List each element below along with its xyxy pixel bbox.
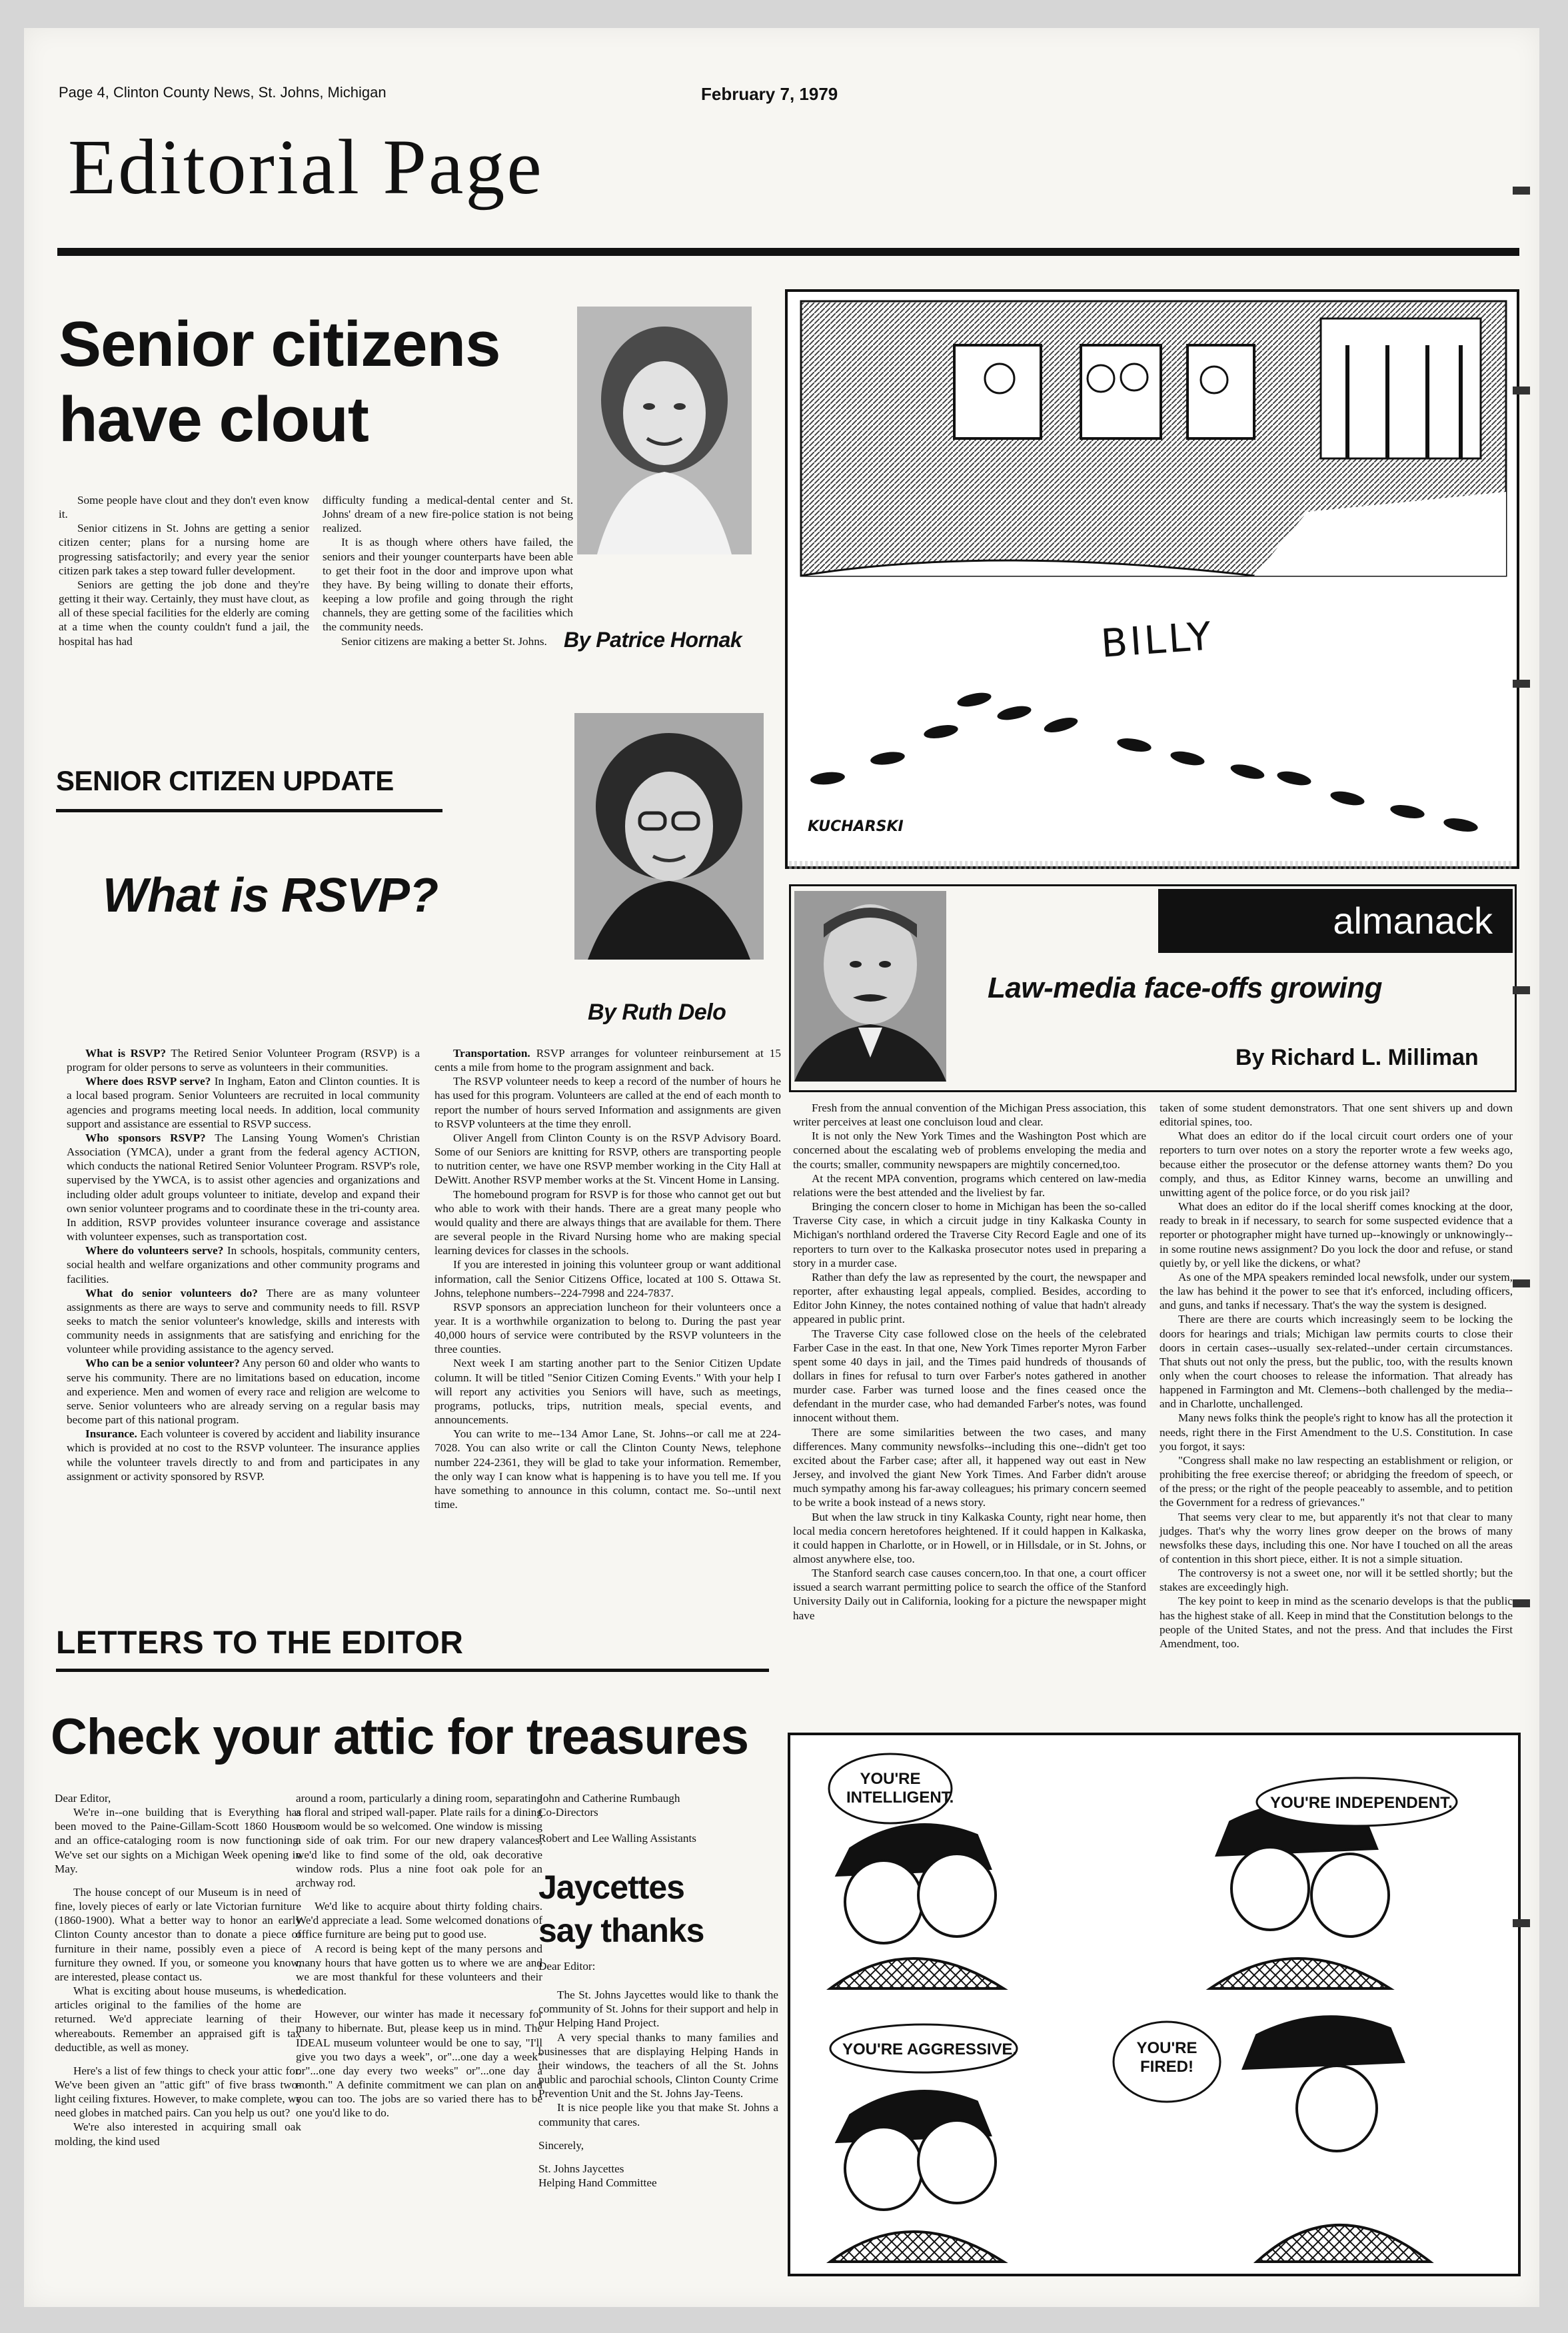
- newspaper-page: [24, 28, 1539, 2307]
- white-house-cartoon: [785, 289, 1519, 869]
- issue-date: February 7, 1979: [701, 84, 838, 104]
- bubble-independent: YOU'RE INDEPENDENT.: [1270, 1794, 1453, 1812]
- letters-rule: [56, 1669, 769, 1672]
- cartoonist-signature: KUCHARSKI: [808, 818, 904, 835]
- margin-tick: [1513, 387, 1530, 394]
- letters-column-1: Dear Editor, We're in--one building that is Everything has been moved to the Paine-Gillam-Scott 1860 House and an office-cataloging room is now functioning. We've set our sights on a Michigan Week opening in May. The house concept of our Museum is in need of fine, lovely pieces of early or late Victorian furniture (1860-1900). What a better way to honor an early Clinton County ancestor than to donate a piece of furniture in their name, possibly even a piece of furniture they owned. If you, or someone you know, are interested, please contact us. What is exciting about house museums, is when articles original to the families of the home are returned. We'd appreciate learning of their whereabouts. Remember an appraised gift is tax deductible, as well as money. Here's a list of few things to check your attic for. We've been given an "attic gift" of five brass two-light ceiling fixtures. However, to make complete, we need globes in matched pairs. Can you help us out? We're also interested in acquiring small oak molding, the kind used: [55, 1792, 301, 2148]
- senior-update-rule: [56, 809, 442, 812]
- margin-tick: [1513, 986, 1530, 994]
- clout-column-1: Some people have clout and they don't even know it. Senior citizens in St. Johns are getting a senior citizen center; plans for a nursing home are progressing satisfactorily; and every year the senior citizen park takes a step toward fuller development. Seniors are getting the job done and they're getting it their way. Certainly, they must have clout, as all of these special facilities for the elderly are coming at a time when the county couldn't fund a jail, the hospital has had: [59, 494, 309, 648]
- almanack-top-shadow: [789, 861, 1513, 869]
- almanack-column-1: Fresh from the annual convention of the Michigan Press association, this writer perceives at least one concluison loud and clear. It is not only the New York Times and the Washington Post which are concerned about the escalating web of problems enveloping the media and the courts; smaller, community newspapers are mightily concerned,too. At the recent MPA convention, programs which centered on law-media relations were the best attended and the liveliest by far. Bringing the concern closer to home in Michigan has been the so-called Traverse City case, in which a circuit judge in tiny Kalkaska County in Michigan's northland ordered the Traverse City Record Eagle and one of its reporters to turn over to the Kalkaska prosecutor notes used in preparing a story in a murder case. Rather than defy the law as represented by the court, the newspaper and reporter, after exhausting legal appeals, complied. Besides, according to Editor John Kinney, the notes contained nothing of value that hadn't already appeared in public print. The Traverse City case followed close on the heels of the celebrated Farber Case in the east. In that one, New York Times reporter Myron Farber spent some 40 days in jail, and the Times paid hundreds of thousands of dollars in fines for refusal to turn over Farber's notes gathered in another murder case. Farber was turned loose and the fines ceased once the defendant in the murder case, who had demanded Farber's notes, was found innocent without them. There are some similarities between the two cases, and many differences. Many community newsfolks--including this one--didn't get too excited about the Farber case; after all, it happened way out east in New Jersey, and involved the giant New York Times. And Farber didn't arouse much sympathy among his far-away colleagues; his primary concern seemed to be write a book instead of a news story. But when the law struck in tiny Kalkaska County, right near home, then local media concern heretofores heightened. If it could happen in Kalkaska, it could happen in Charlotte, or in Howell, or in Hillsdale, or in St. Johns, or almost anywhere else, too. The Stanford search case causes concern,too. In that one, a court officer issued a search warrant permitting police to search the office of the Stanford University Daily out in California, looking for a picture the newspaper might have: [793, 1102, 1146, 1622]
- letters-label: LETTERS TO THE EDITOR: [56, 1625, 464, 1661]
- rsvp-headline: What is RSVP?: [103, 869, 438, 922]
- letters-headline: Check your attic for treasures: [51, 1709, 749, 1765]
- letters-signature-block: John and Catherine Rumbaugh Co-Directors Robert and Lee Walling Assistants: [538, 1792, 696, 1845]
- jaycettes-headline: Jaycettes say thanks: [538, 1869, 704, 1949]
- clout-byline: By Patrice Hornak: [564, 628, 742, 652]
- almanack-column-2: taken of some student demonstrators. That one sent shivers up and down editorial spines, too. What does an editor do if the local circuit court orders one of your reporters to turn over notes on a story the reporter wrote a few weeks ago, because either the prosecutor or the defense attorney wants them? Do you comply, and thus, as Editor Kinney warns, become an unwilling and unwitting agent of the police force, or do you risk jail? What does an editor do if the local sheriff comes knocking at the door, ready to break in if necessary, to search for some suspected evidence that a reporter or photographer might have turned up--knowingly or unknowingly--in some routine news assignment? Do you lock the door and refuse, or stand quietly by, or yell like the dickens, or what? As one of the MPA speakers reminded local newsfolk, under our system, the law has behind it the power to see that it's enforced, including officers, and guns, and tanks if necessary. That's the way the system is designed. There are there are courts which increasingly seem to be locking the doors for hearings and trials; Michigan law permits courts to close their doors in certain cases--usually sex-related--under certain circumstances. That shuts out not only the press, but the public, too, with the results known only when the court chooses to release the information. That already has happened in Farmington and Mt. Clemens--both challenged by the media--and in Charlotte, unchallenged. Many news folks think the people's right to know has all the protection it needs, right there in the First Amendment to the U.S. Constitution. In case you forgot, it says: "Congress shall make no law respecting an establishment or religion, or prohibiting the free exercise thereof; or abridging the freedom of speech, or of the press; or the right of the people peaceably to assemble, and to petition the Government for a redress of grievances." That seems very clear to me, but apparently it's not that clear to many judges. That's why the worry lines grow deeper on the brows of many newsfolks these days, including this one. Nor have I touched on all the areas of contention in this short piece, either. It is not a simple situation. The controversy is not a sweet one, nor will it be settled shortly; but the stakes are exceedingly high. The key point to keep in mind as the scenario develops is that the public has the highest stake of all. Keep in mind that the Constitution belongs to the people of the United States, and not the press. And that includes the First Amendment, too.: [1160, 1102, 1513, 1650]
- margin-tick: [1513, 680, 1530, 688]
- almanack-headline: Law-media face-offs growing: [988, 972, 1382, 1004]
- almanack-byline: By Richard L. Milliman: [1235, 1045, 1479, 1070]
- bubble-aggressive: YOU'RE AGGRESSIVE.: [842, 2040, 1018, 2058]
- bubble-intelligent: YOU'RE INTELLIGENT.: [846, 1770, 954, 1807]
- rsvp-column-1: What is RSVP? The Retired Senior Volunteer Program (RSVP) is a program for older persons to serve as volunteers in their communities. Where does RSVP serve? In Ingham, Eaton and Clinton counties. It is a local based program. Senior Volunteers are recruited in local community agencies and programs meeting local needs. In addition, local community support and assistance are essential to RSVP success. Who sponsors RSVP? The Lansing Young Women's Christian Association (YMCA), under a grant from the federal agency ACTION, which conducts the national Retired Senior Volunteer Program. RSVP's role, supervised by the YWCA, is to assist other agencies and organizations and including older adult groups volunteer to initiate, develop and expand their own senior volunteer programs and to coordinate these in the tri-county area. In addition, RSVP provides volunteer insurance coverage and assistance with volunteer expenses, such as transportation cost. Where do volunteers serve? In schools, hospitals, community centers, social health and welfare organizations and other community programs and facilities. What do senior volunteers do? There are as many volunteer assignments as there are ways to serve and community needs to fill. RSVP seeks to match the senior volunteer's knowledge, skills and interests with community needs in assignments that are satisfying and enriching for the volunteer while providing assistance to the agency served. Who can be a senior volunteer? Any person 60 and older who wants to serve his community. There are no limitations based on education, income and experience. Men and women of every race and religion are welcome to serve. Senior volunteers who are already serving on a regular basis may become part of this national program. Insurance. Each volunteer is covered by accident and liability insurance which is provided at no cost to the RSVP volunteer. The insurance applies while the volunteer travels directly to and from and participates in any assignment or activity sponsored by RSVP.: [67, 1047, 420, 1483]
- senior-update-label: SENIOR CITIZEN UPDATE: [56, 765, 394, 796]
- clout-column-2: difficulty funding a medical-dental center and St. Johns' dream of a new fire-police station is not being realized. It is as though where others have failed, the seniors and their younger counterparts have been able to get their foot in the door and improve upon what they have. By being willing to donate their efforts, keeping a low profile and going through the right channels, they are getting some of the facilities which the community needs. Senior citizens are making a better St. Johns.: [323, 494, 573, 648]
- masthead-rule: [57, 248, 1519, 256]
- clout-headline: Senior citizens have clout: [59, 309, 500, 456]
- fired-cartoon: [788, 1733, 1521, 2276]
- letters-column-2: around a room, particularly a dining room, separating a floral and striped wall-paper. Plate rails for a dining room would be so welcomed. One window is missing a side of oak trim. For our new drapery valances, we'd like to find some of the old, oak decorative window rods. Plus a nine foot oak pole for an archway rod. We'd like to acquire about thirty folding chairs. We'd appreciate a lead. Some welcomed donations of office furniture are being put to good use. A record is being kept of the many persons and many hours that have gotten us to where we are and we are most thankful for these volunteers and their dedication. However, our winter has made it necessary for many to hibernate. But, please keep us in mind. The IDEAL museum volunteer would be one to say, "I'll give you two days a week", or"...one day a week" or"...one day every two weeks" or"...one day a month." A definite commitment we can plan on and you can too. The jobs are so varied there has to be one you'd like to do.: [296, 1792, 542, 2120]
- margin-tick: [1513, 1279, 1530, 1287]
- margin-tick: [1513, 1599, 1530, 1607]
- page-folio: Page 4, Clinton County News, St. Johns, Michigan: [59, 84, 387, 101]
- page-title: Editorial Page: [68, 123, 544, 211]
- bubble-fired: YOU'RE FIRED!: [1136, 2039, 1197, 2076]
- jaycettes-letter: Dear Editor: The St. Johns Jaycettes would like to thank the community of St. Johns for their support and help in our Helping Hand Project. A very special thanks to many families and businesses that are displaying Helping Hands in their windows, the teachers of all the St. Johns public and parochial schools, Clinton County Crime Prevention Unit and the St. Johns Jay-Teens. It is nice people like you that make St. Johns a community that cares. Sincerely, St. Johns Jaycettes Helping Hand Committee: [538, 1960, 778, 2190]
- rsvp-byline: By Ruth Delo: [588, 1000, 726, 1025]
- margin-tick: [1513, 1919, 1530, 1927]
- patrice-hornak-photo: [577, 307, 752, 554]
- ruth-delo-photo: [574, 713, 764, 960]
- margin-tick: [1513, 187, 1530, 195]
- richard-milliman-photo: [794, 891, 946, 1082]
- almanack-label: almanack: [1158, 889, 1513, 953]
- cartoon-caption: BILLY: [1099, 613, 1215, 666]
- rsvp-column-2: Transportation. RSVP arranges for volunteer reinbursement at 15 cents a mile from home to the program assignment and back. The RSVP volunteer needs to keep a record of the number of hours he has used for this program. Volunteers are called at the end of each month to report the number of hours served Information and assignments are given to RSVP volunteers at the time they enroll. Oliver Angell from Clinton County is on the RSVP Advisory Board. Some of our Seniors are knitting for RSVP, others are transporting people to nutrition center, we have one RSVP member working in the City Hall at DeWitt. Another RSVP member works at the St. Vincent Home in Lansing. The homebound program for RSVP is for those who cannot get out but who able to work with their hands. There are a great many people who would quality and there are always things that are available for them. There are several people in the Rivard Nursing home who are making special learning devices for classes in the schools. If you are interested in joining this volunteer group or want additional information, call the Senior Citizens Office, located at 100 S. Ottawa St. Johns, telephone numbers--224-7998 and 224-7837. RSVP sponsors an appreciation luncheon for their volunteers once a year. It is a worthwhile organization to belong to. During the past year 40,000 hours of service were contributed by the RSVP volunteers in the three counties. Next week I am starting another part to the Senior Citizen Update column. It will be titled "Senior Citizen Coming Events." With your help I will report any activities you Seniors will have, such as meetings, programs, potlucks, trips, nutrition meals, special events, and announcements. You can write to me--134 Amor Lane, St. Johns--or call me at 224-7028. You can also write or call the Clinton County News, telephone number 224-2361, they will be glad to take your information. Remember, the only way I can know what is happening is to have you tell me. If you have something to announce in this column, contact me. So--until next time.: [434, 1047, 781, 1511]
